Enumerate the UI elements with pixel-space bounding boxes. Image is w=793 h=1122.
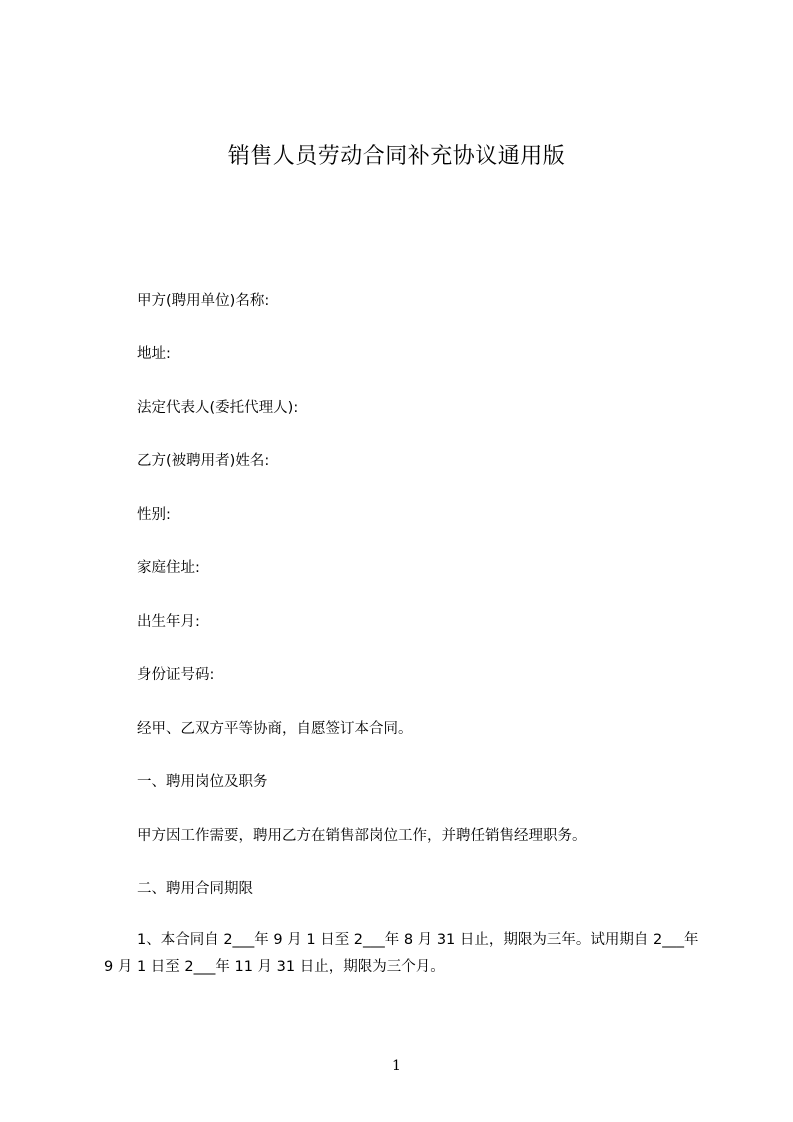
field-gender: 性别: [137, 507, 171, 523]
field-legal-representative: 法定代表人(委托代理人): [137, 400, 299, 416]
section-heading-term: 二、聘用合同期限 [137, 881, 253, 897]
document-title: 销售人员劳动合同补充协议通用版 [227, 144, 566, 169]
term-clause-1: 1、本合同自 2___年 9 月 1 日至 2___年 8 月 31 日止，期限为三年。试用期自 2___年 9 月 1 日至 2___年 11 月 31 日止，期限为三个月。 [104, 932, 699, 975]
field-id-number: 身份证号码: [137, 667, 215, 683]
field-address: 地址: [137, 346, 171, 362]
field-birth-date: 出生年月: [137, 614, 200, 630]
page-number: 1 [392, 1058, 401, 1074]
section-body-position: 甲方因工作需要，聘用乙方在销售部岗位工作，并聘任销售经理职务。 [137, 828, 587, 844]
field-home-address: 家庭住址: [137, 560, 200, 576]
field-employer-name: 甲方(聘用单位)名称: [137, 293, 270, 309]
intro-statement: 经甲、乙双方平等协商，自愿签订本合同。 [137, 721, 413, 737]
section-heading-position: 一、聘用岗位及职务 [137, 774, 268, 790]
field-employee-name: 乙方(被聘用者)姓名: [137, 453, 270, 469]
